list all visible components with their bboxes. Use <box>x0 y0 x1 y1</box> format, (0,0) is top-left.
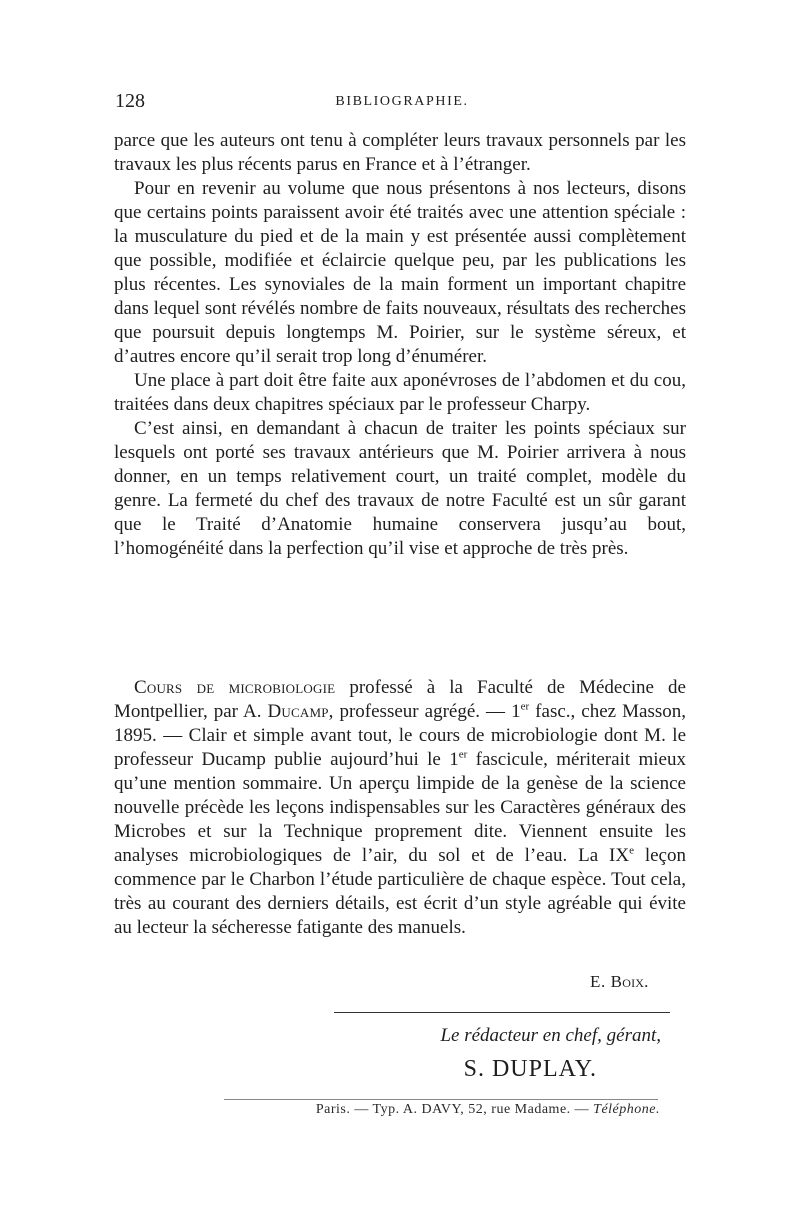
divider-rule <box>334 1012 670 1013</box>
review-text-4: fascicule, mériterait mieux qu’une mention sommaire. Un aperçu limpide de la genèse de la science nouvelle précède les leçons indispensables sur les Caractères généraux des Microbes et sur la Technique proprement dite. Viennent ensuite les analyses microbiologiques de l’air, du sol et de l’eau. La IX <box>114 749 686 866</box>
paragraph-4: C’est ainsi, en demandant à chacun de traiter les points spéciaux sur lesquels ont porté ses travaux antérieurs que M. Poirier arrivera à nous donner, en un temps relativement court, un traité complet, modèle du genre. La fermeté du chef des travaux de notre Faculté est un sûr garant que le Traité d’Anatomie humaine conservera jusqu’au bout, l’homogénéité dans la perfection qu’il vise et approche de très près. <box>114 418 686 559</box>
printer-imprint <box>114 1102 660 1118</box>
running-title: BIBLIOGRAPHIE. <box>335 94 469 109</box>
superscript-2: er <box>458 748 468 761</box>
review-microbiologie <box>114 676 686 940</box>
review-text-1: professé à la Faculté de Médecine de Montpellier, par A. <box>114 677 686 722</box>
paragraph-3: Une place à part doit être faite aux aponévroses de l’abdomen et du cou, traitées dans deux chapitres spéciaux par le professeur Charpy. <box>114 370 686 415</box>
imprint-phone: Téléphone. <box>593 1102 660 1117</box>
paragraph-1: parce que les auteurs ont tenu à compléter leurs travaux personnels par les travaux les plus récents parus en France et à l’étranger. <box>114 130 686 175</box>
review-text-3: fasc., chez Masson, 1895. — Clair et simple avant tout, le cours de microbiologie dont M. le professeur Ducamp publie aujourd’hui le 1 <box>114 701 687 770</box>
imprint-text: Paris. — Typ. A. DAVY, 52, rue Madame. — <box>315 1102 594 1117</box>
superscript-3: e <box>629 844 634 857</box>
editor-name: S. DUPLAY. <box>463 1056 597 1082</box>
reviewer-initial: E. <box>589 972 611 991</box>
page-number: 128 <box>115 90 145 112</box>
review-continuation <box>114 129 686 561</box>
book-title: Cours de microbiologie <box>134 677 336 698</box>
review-text-5: leçon commence par le Charbon l’étude particulière de chaque espèce. Tout cela, très au courant des derniers détails, est écrit d’un style agréable qui évite au lecteur la sécheresse fatigante des manuels. <box>114 845 686 938</box>
editor-line: Le rédacteur en chef, gérant, <box>440 1025 661 1046</box>
running-header <box>112 90 692 119</box>
reviewer-period: . <box>644 972 649 991</box>
superscript-1: er <box>520 700 530 713</box>
imprint-rule <box>224 1099 658 1100</box>
author-name: Ducamp <box>267 701 329 722</box>
review-text-2: , professeur agrégé. — 1 <box>328 701 521 722</box>
reviewer-name: Boix <box>610 972 645 991</box>
review-paragraph <box>114 676 686 940</box>
reviewer-signature <box>114 972 649 992</box>
paragraph-2: Pour en revenir au volume que nous présentons à nos lecteurs, disons que certains points paraissent avoir été traités avec une attention spéciale : la musculature du pied et de la main y est présentée aussi complètement que possible, modifiée et éclaircie quelque peu, par les publications les plus récentes. Les synoviales de la main forment un important chapitre dans lequel sont révélés nombre de faits nouveaux, résultats des recherches que poursuit depuis longtemps M. Poirier, sur le système séreux, et d’autres encore qu’il serait trop long d’énumérer. <box>114 178 686 367</box>
